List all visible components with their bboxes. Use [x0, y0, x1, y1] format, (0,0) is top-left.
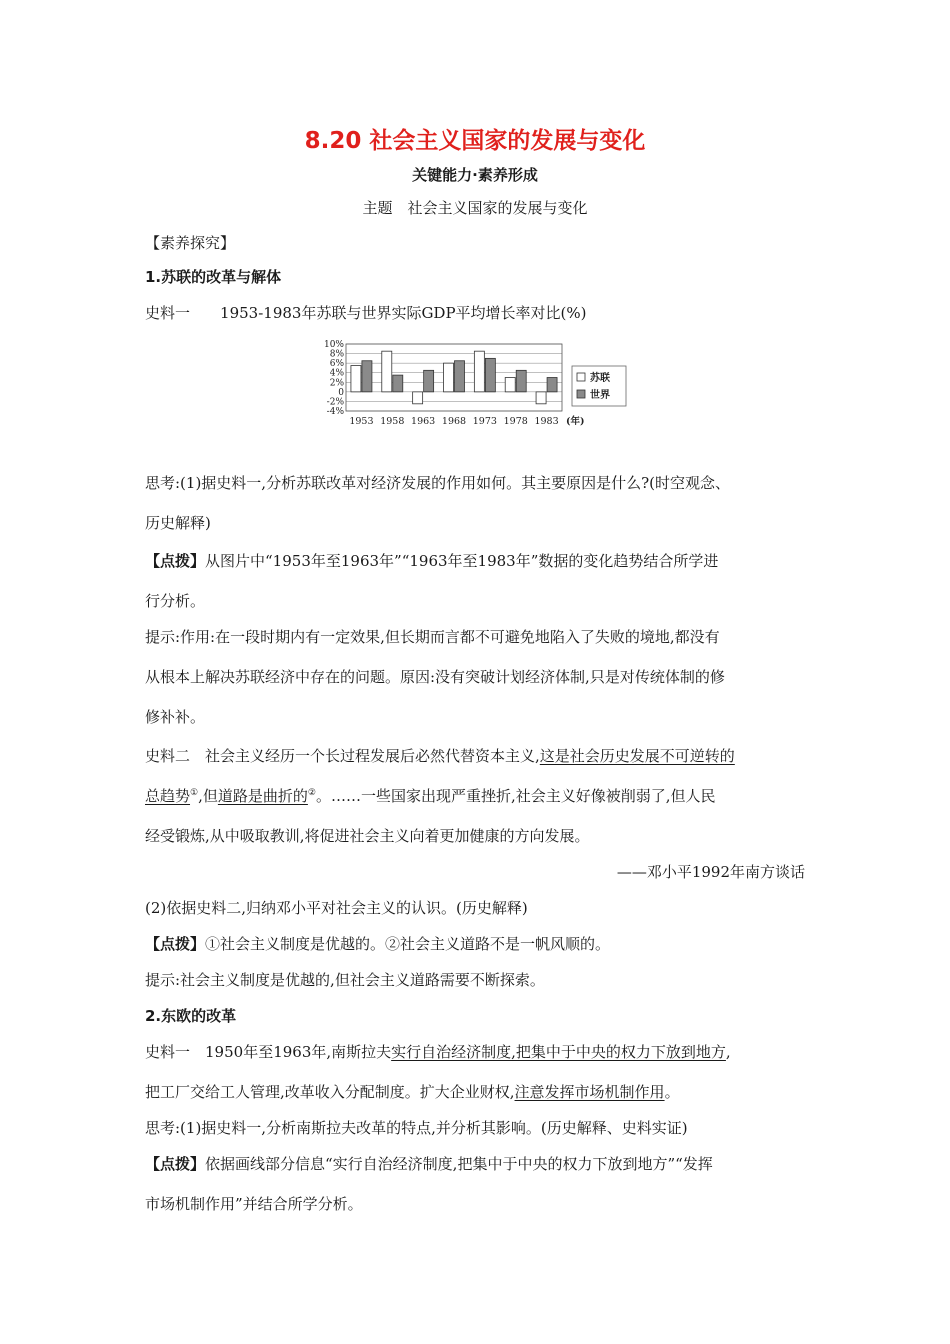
bar-ussr-1953 [351, 366, 361, 392]
material-2-line-1: 史料二 社会主义经历一个长过程发展后必然代替资本主义,这是社会历史发展不可逆转的 [145, 747, 735, 765]
underlined-text: 注意发挥市场机制作用 [514, 1083, 665, 1101]
legend-label: 世界 [590, 390, 610, 401]
legend-swatch [577, 373, 585, 381]
footnote-mark: ② [307, 788, 316, 798]
tip-label: 【点拨】 [145, 552, 206, 570]
bar-ussr-1968 [444, 363, 454, 392]
tip-1-line-1 [145, 550, 718, 571]
hint-1-line-3: 修补补。 [145, 708, 206, 726]
bar-world-1978 [516, 370, 526, 392]
tip-text: 依据画线部分信息“实行自治经济制度,把集中于中央的权力下放到地方”“发挥 [205, 1155, 713, 1173]
tip-label: 【点拨】 [145, 1155, 206, 1173]
y-tick-label: 0 [338, 387, 344, 398]
y-tick-label: -2% [326, 397, 344, 408]
s2-tip-line-2: 市场机制作用”并结合所学分析。 [145, 1195, 363, 1213]
legend-swatch [577, 390, 585, 398]
x-tick-label: 1983 [534, 416, 559, 427]
page-subtitle: 关键能力·素养形成 [412, 166, 538, 184]
y-tick-label: 10% [323, 340, 344, 350]
x-tick-label: 1973 [472, 416, 497, 427]
x-tick-label: 1963 [411, 416, 436, 427]
bar-world-1968 [455, 361, 465, 392]
material-label: 史料二 [145, 747, 191, 765]
section-1-heading: 1.苏联的改革与解体 [145, 268, 282, 286]
section-2-heading: 2.东欧的改革 [145, 1007, 237, 1025]
underlined-text: 总趋势 [145, 787, 191, 805]
material-2-line-3: 经受锻炼,从中吸取教训,将促进社会主义向着更加健康的方向发展。 [145, 827, 590, 845]
y-tick-label: 6% [329, 359, 344, 370]
bar-world-1983 [547, 378, 557, 392]
y-tick-label: -4% [326, 407, 344, 417]
s2-tip-line-1 [145, 1153, 713, 1174]
material-2-line-2: 总趋势①,但道路是曲折的②。……一些国家出现严重挫折,社会主义好像被削弱了,但人民 [145, 787, 716, 805]
question-2: (2)依据史料二,归纳邓小平对社会主义的认识。(历史解释) [145, 899, 528, 917]
page-title: 8.20 社会主义国家的发展与变化 [304, 128, 646, 154]
s2-question-1: 思考:(1)据史料一,分析南斯拉夫改革的特点,并分析其影响。(历史解释、史料实证) [145, 1119, 688, 1137]
bar-ussr-1963 [413, 392, 423, 404]
s2-material-line-2: 把工厂交给工人管理,改革收入分配制度。扩大企业财权,注意发挥市场机制作用。 [145, 1083, 680, 1101]
theme-line: 主题 社会主义国家的发展与变化 [362, 199, 588, 217]
legend-label: 苏联 [590, 373, 610, 384]
y-tick-label: 4% [329, 368, 344, 379]
question-1-line-1: 思考:(1)据史料一,分析苏联改革对经济发展的作用如何。其主要原因是什么?(时空观念、 [145, 474, 730, 492]
x-tick-label: 1978 [503, 416, 528, 427]
material-label: 史料一 [145, 1043, 191, 1061]
hint-1-line-2: 从根本上解决苏联经济中存在的问题。原因:没有突破计划经济体制,只是对传统体制的修 [145, 668, 725, 686]
bar-world-1963 [424, 370, 434, 392]
y-tick-label: 2% [329, 378, 344, 389]
bar-ussr-1973 [474, 351, 484, 392]
footnote-mark: ① [190, 788, 199, 798]
section-tag: 【素养探究】 [145, 234, 236, 252]
underlined-text: 实行自治经济制度,把集中于中央的权力下放到地方 [391, 1043, 726, 1061]
gdp-growth-chart [310, 336, 640, 436]
bar-ussr-1983 [536, 392, 546, 404]
x-unit-label: (年) [566, 416, 585, 427]
bar-ussr-1958 [382, 351, 392, 392]
tip-label: 【点拨】 [145, 935, 206, 953]
bar-world-1953 [362, 361, 372, 392]
x-tick-label: 1953 [349, 416, 374, 427]
hint-2: 提示:社会主义制度是优越的,但社会主义道路需要不断探索。 [145, 971, 545, 989]
tip-2 [145, 933, 610, 954]
x-tick-label: 1958 [380, 416, 405, 427]
tip-1-line-2: 行分析。 [145, 592, 206, 610]
plot-frame [346, 344, 562, 411]
material-2-source: ——邓小平1992年南方谈话 [616, 863, 805, 881]
x-tick-label: 1968 [441, 416, 467, 427]
tip-text: ①社会主义制度是优越的。②社会主义道路不是一帆风顺的。 [205, 935, 611, 953]
bar-world-1958 [393, 375, 403, 392]
tip-text: 从图片中“1953年至1963年”“1963年至1983年”数据的变化趋势结合所学进 [205, 552, 719, 570]
material-label: 史料一 [145, 304, 191, 322]
question-1-line-2: 历史解释) [145, 514, 211, 532]
bar-world-1973 [485, 358, 495, 392]
y-tick-label: 8% [329, 349, 344, 360]
underlined-text: 这是社会历史发展不可逆转的 [539, 747, 735, 765]
material-1-caption [145, 302, 587, 323]
s2-material-line-1: 史料一 1950年至1963年,南斯拉夫实行自治经济制度,把集中于中央的权力下放到地方, [145, 1043, 731, 1061]
hint-1-line-1: 提示:作用:在一段时期内有一定效果,但长期而言都不可避免地陷入了失败的境地,都没有 [145, 628, 720, 646]
underlined-text: 道路是曲折的 [217, 787, 308, 805]
chart-caption: 1953-1983年苏联与世界实际GDP平均增长率对比(%) [220, 304, 587, 322]
bar-ussr-1978 [505, 378, 515, 392]
